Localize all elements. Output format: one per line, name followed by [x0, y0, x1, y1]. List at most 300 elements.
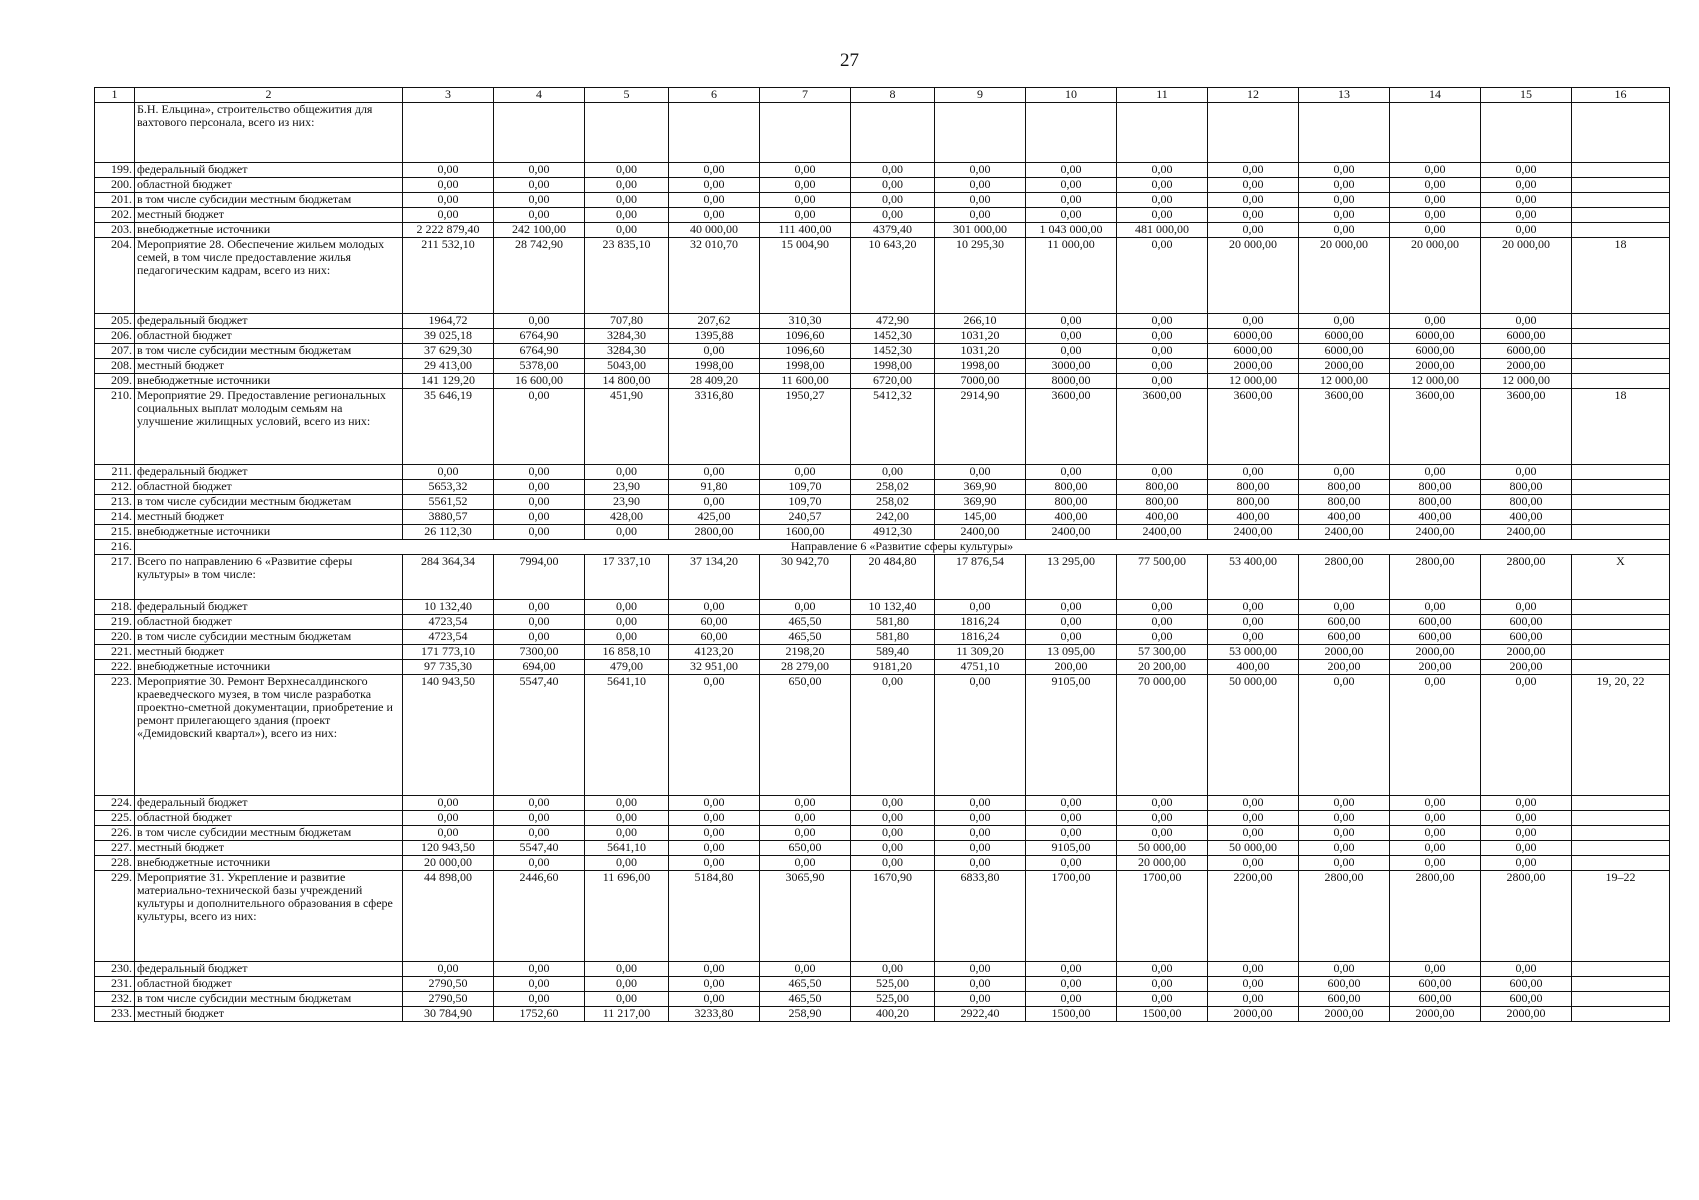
- value-cell: 0,00: [494, 615, 585, 630]
- value-cell: 2922,40: [935, 1007, 1026, 1022]
- value-cell: 600,00: [1390, 992, 1481, 1007]
- value-cell: 800,00: [1299, 480, 1390, 495]
- value-cell: 0,00: [1026, 962, 1117, 977]
- target-indicator-ref: [1572, 1007, 1670, 1022]
- value-cell: 600,00: [1481, 977, 1572, 992]
- value-cell: 0,00: [1208, 600, 1299, 615]
- value-cell: 2000,00: [1299, 1007, 1390, 1022]
- value-cell: 2400,00: [1208, 525, 1299, 540]
- value-cell: 0,00: [1481, 314, 1572, 329]
- value-cell: 120 943,50: [403, 841, 494, 856]
- value-cell: 400,00: [1481, 510, 1572, 525]
- column-header-5: 5: [585, 88, 669, 103]
- value-cell: 5043,00: [585, 359, 669, 374]
- value-cell: 0,00: [1117, 238, 1208, 314]
- value-cell: 0,00: [1481, 223, 1572, 238]
- value-cell: 0,00: [669, 977, 760, 992]
- value-cell: 2000,00: [1299, 359, 1390, 374]
- target-indicator-ref: [1572, 796, 1670, 811]
- value-cell: 0,00: [1026, 178, 1117, 193]
- value-cell: 9181,20: [851, 660, 935, 675]
- row-name: федеральный бюджет: [135, 314, 403, 329]
- value-cell: 0,00: [1208, 826, 1299, 841]
- value-cell: 0,00: [494, 178, 585, 193]
- row-number: 212.: [95, 480, 135, 495]
- value-cell: 0,00: [494, 630, 585, 645]
- target-indicator-ref: [1572, 525, 1670, 540]
- value-cell: 0,00: [1299, 826, 1390, 841]
- value-cell: 2800,00: [1299, 871, 1390, 962]
- value-cell: 4723,54: [403, 615, 494, 630]
- value-cell: 258,02: [851, 480, 935, 495]
- value-cell: 0,00: [403, 811, 494, 826]
- value-cell: 211 532,10: [403, 238, 494, 314]
- value-cell: 0,00: [1390, 826, 1481, 841]
- value-cell: 0,00: [1208, 962, 1299, 977]
- target-indicator-ref: [1572, 480, 1670, 495]
- column-header-16: 16: [1572, 88, 1670, 103]
- value-cell: 310,30: [760, 314, 851, 329]
- value-cell: 15 004,90: [760, 238, 851, 314]
- value-cell: 2800,00: [1481, 555, 1572, 600]
- value-cell: 0,00: [494, 525, 585, 540]
- value-cell: 2000,00: [1299, 645, 1390, 660]
- row-number: 205.: [95, 314, 135, 329]
- row-number: 199.: [95, 163, 135, 178]
- value-cell: 600,00: [1299, 615, 1390, 630]
- value-cell: 2000,00: [1481, 645, 1572, 660]
- value-cell: 600,00: [1299, 992, 1390, 1007]
- target-indicator-ref: [1572, 374, 1670, 389]
- value-cell: 0,00: [1299, 178, 1390, 193]
- value-cell: 14 800,00: [585, 374, 669, 389]
- target-indicator-ref: [1572, 208, 1670, 223]
- target-indicator-ref: [1572, 615, 1670, 630]
- row-name: федеральный бюджет: [135, 465, 403, 480]
- row-number: 216.: [95, 540, 135, 555]
- value-cell: [760, 103, 851, 163]
- value-cell: 0,00: [494, 193, 585, 208]
- value-cell: 0,00: [1299, 811, 1390, 826]
- value-cell: 0,00: [669, 675, 760, 796]
- value-cell: 44 898,00: [403, 871, 494, 962]
- value-cell: 3600,00: [1390, 389, 1481, 465]
- column-header-4: 4: [494, 88, 585, 103]
- value-cell: 2400,00: [1026, 525, 1117, 540]
- row-number: 206.: [95, 329, 135, 344]
- target-indicator-ref: [1572, 178, 1670, 193]
- value-cell: 0,00: [494, 314, 585, 329]
- row-number: 227.: [95, 841, 135, 856]
- row-name: местный бюджет: [135, 510, 403, 525]
- value-cell: 57 300,00: [1117, 645, 1208, 660]
- value-cell: 0,00: [851, 826, 935, 841]
- value-cell: 0,00: [760, 163, 851, 178]
- value-cell: 20 484,80: [851, 555, 935, 600]
- value-cell: 0,00: [1117, 600, 1208, 615]
- value-cell: [1299, 103, 1390, 163]
- value-cell: 3233,80: [669, 1007, 760, 1022]
- target-indicator-ref: [1572, 329, 1670, 344]
- value-cell: 0,00: [1481, 600, 1572, 615]
- value-cell: 600,00: [1481, 615, 1572, 630]
- row-name: в том числе субсидии местным бюджетам: [135, 630, 403, 645]
- target-indicator-ref: [1572, 465, 1670, 480]
- value-cell: 37 134,20: [669, 555, 760, 600]
- value-cell: 0,00: [585, 992, 669, 1007]
- value-cell: 140 943,50: [403, 675, 494, 796]
- value-cell: 800,00: [1117, 495, 1208, 510]
- value-cell: 472,90: [851, 314, 935, 329]
- value-cell: 0,00: [1299, 314, 1390, 329]
- target-indicator-ref: 18: [1572, 238, 1670, 314]
- row-number: 225.: [95, 811, 135, 826]
- value-cell: 0,00: [1481, 465, 1572, 480]
- value-cell: 11 309,20: [935, 645, 1026, 660]
- value-cell: 0,00: [1481, 675, 1572, 796]
- target-indicator-ref: [1572, 103, 1670, 163]
- value-cell: 0,00: [585, 826, 669, 841]
- value-cell: 0,00: [1208, 314, 1299, 329]
- value-cell: [669, 103, 760, 163]
- value-cell: 0,00: [669, 465, 760, 480]
- value-cell: 0,00: [585, 223, 669, 238]
- value-cell: [1117, 103, 1208, 163]
- value-cell: 30 784,90: [403, 1007, 494, 1022]
- row-name: местный бюджет: [135, 645, 403, 660]
- value-cell: 0,00: [1117, 193, 1208, 208]
- value-cell: 1998,00: [669, 359, 760, 374]
- value-cell: [403, 103, 494, 163]
- value-cell: 4379,40: [851, 223, 935, 238]
- target-indicator-ref: X: [1572, 555, 1670, 600]
- value-cell: 0,00: [494, 796, 585, 811]
- value-cell: 0,00: [585, 615, 669, 630]
- value-cell: 465,50: [760, 630, 851, 645]
- value-cell: 0,00: [760, 811, 851, 826]
- value-cell: 5412,32: [851, 389, 935, 465]
- value-cell: 0,00: [1026, 615, 1117, 630]
- value-cell: 2000,00: [1208, 1007, 1299, 1022]
- value-cell: 0,00: [1026, 329, 1117, 344]
- row-number: 222.: [95, 660, 135, 675]
- value-cell: 1 043 000,00: [1026, 223, 1117, 238]
- value-cell: 109,70: [760, 495, 851, 510]
- value-cell: [1208, 103, 1299, 163]
- table-row: [95, 796, 1670, 811]
- target-indicator-ref: [1572, 856, 1670, 871]
- value-cell: 0,00: [1026, 208, 1117, 223]
- budget-table: [94, 87, 1670, 1022]
- value-cell: 0,00: [760, 856, 851, 871]
- value-cell: 0,00: [1208, 630, 1299, 645]
- value-cell: 0,00: [669, 856, 760, 871]
- value-cell: 525,00: [851, 977, 935, 992]
- value-cell: 1816,24: [935, 615, 1026, 630]
- value-cell: 1452,30: [851, 344, 935, 359]
- value-cell: 650,00: [760, 841, 851, 856]
- value-cell: 0,00: [851, 178, 935, 193]
- row-number: 209.: [95, 374, 135, 389]
- value-cell: 20 000,00: [403, 856, 494, 871]
- value-cell: 0,00: [1390, 856, 1481, 871]
- table-row: [95, 555, 1670, 600]
- value-cell: 0,00: [494, 495, 585, 510]
- target-indicator-ref: [1572, 314, 1670, 329]
- value-cell: 26 112,30: [403, 525, 494, 540]
- value-cell: 0,00: [1481, 856, 1572, 871]
- table-row: [95, 465, 1670, 480]
- value-cell: 10 295,30: [935, 238, 1026, 314]
- value-cell: 60,00: [669, 630, 760, 645]
- value-cell: 581,80: [851, 630, 935, 645]
- value-cell: 1500,00: [1026, 1007, 1117, 1022]
- value-cell: 11 696,00: [585, 871, 669, 962]
- value-cell: 16 600,00: [494, 374, 585, 389]
- column-header-7: 7: [760, 88, 851, 103]
- value-cell: [585, 103, 669, 163]
- target-indicator-ref: [1572, 193, 1670, 208]
- value-cell: 2400,00: [1390, 525, 1481, 540]
- value-cell: 2000,00: [1390, 645, 1481, 660]
- value-cell: 0,00: [1481, 193, 1572, 208]
- value-cell: 2790,50: [403, 992, 494, 1007]
- table-row: [95, 600, 1670, 615]
- value-cell: 5547,40: [494, 675, 585, 796]
- table-row: [95, 660, 1670, 675]
- value-cell: 0,00: [1117, 796, 1208, 811]
- value-cell: 0,00: [851, 465, 935, 480]
- value-cell: 0,00: [1117, 811, 1208, 826]
- value-cell: 6833,80: [935, 871, 1026, 962]
- value-cell: 0,00: [1390, 811, 1481, 826]
- value-cell: 0,00: [1390, 600, 1481, 615]
- row-number: 228.: [95, 856, 135, 871]
- row-name: Б.Н. Ельцина», строительство общежития для вахтового персонала, всего из них:: [135, 103, 403, 163]
- value-cell: 1752,60: [494, 1007, 585, 1022]
- value-cell: 600,00: [1481, 630, 1572, 645]
- value-cell: 0,00: [1390, 163, 1481, 178]
- value-cell: 0,00: [1481, 208, 1572, 223]
- row-number: 219.: [95, 615, 135, 630]
- value-cell: 800,00: [1390, 480, 1481, 495]
- value-cell: [1026, 103, 1117, 163]
- value-cell: 0,00: [1481, 826, 1572, 841]
- value-cell: 32 010,70: [669, 238, 760, 314]
- value-cell: 0,00: [1117, 977, 1208, 992]
- value-cell: 0,00: [1208, 163, 1299, 178]
- row-name: в том числе субсидии местным бюджетам: [135, 495, 403, 510]
- column-header-11: 11: [1117, 88, 1208, 103]
- value-cell: 6000,00: [1481, 329, 1572, 344]
- row-number: 220.: [95, 630, 135, 645]
- value-cell: 0,00: [935, 977, 1026, 992]
- row-number: 218.: [95, 600, 135, 615]
- value-cell: 0,00: [1208, 178, 1299, 193]
- value-cell: 0,00: [1117, 208, 1208, 223]
- value-cell: 0,00: [1117, 329, 1208, 344]
- value-cell: 0,00: [1117, 178, 1208, 193]
- column-header-row: [95, 88, 1670, 103]
- value-cell: 10 132,40: [851, 600, 935, 615]
- value-cell: 10 132,40: [403, 600, 494, 615]
- value-cell: 0,00: [851, 841, 935, 856]
- value-cell: 2790,50: [403, 977, 494, 992]
- value-cell: 600,00: [1390, 630, 1481, 645]
- value-cell: 0,00: [935, 675, 1026, 796]
- value-cell: 600,00: [1299, 977, 1390, 992]
- value-cell: 0,00: [1026, 992, 1117, 1007]
- value-cell: 0,00: [1299, 193, 1390, 208]
- value-cell: 6000,00: [1481, 344, 1572, 359]
- target-indicator-ref: [1572, 841, 1670, 856]
- table-row: [95, 826, 1670, 841]
- value-cell: 5378,00: [494, 359, 585, 374]
- value-cell: 0,00: [851, 796, 935, 811]
- value-cell: 50 000,00: [1208, 675, 1299, 796]
- target-indicator-ref: [1572, 992, 1670, 1007]
- value-cell: 0,00: [585, 796, 669, 811]
- value-cell: 0,00: [669, 841, 760, 856]
- row-number: 208.: [95, 359, 135, 374]
- value-cell: 0,00: [669, 163, 760, 178]
- value-cell: 0,00: [1481, 796, 1572, 811]
- value-cell: 77 500,00: [1117, 555, 1208, 600]
- value-cell: 53 400,00: [1208, 555, 1299, 600]
- table-row: [95, 374, 1670, 389]
- target-indicator-ref: [1572, 660, 1670, 675]
- value-cell: 242,00: [851, 510, 935, 525]
- value-cell: 28 279,00: [760, 660, 851, 675]
- target-indicator-ref: [1572, 811, 1670, 826]
- column-header-1: 1: [95, 88, 135, 103]
- row-number: 223.: [95, 675, 135, 796]
- target-indicator-ref: [1572, 510, 1670, 525]
- value-cell: 6764,90: [494, 344, 585, 359]
- value-cell: 2200,00: [1208, 871, 1299, 962]
- value-cell: 145,00: [935, 510, 1026, 525]
- value-cell: 109,70: [760, 480, 851, 495]
- value-cell: 0,00: [1299, 465, 1390, 480]
- value-cell: 2800,00: [1481, 871, 1572, 962]
- value-cell: 0,00: [1299, 796, 1390, 811]
- value-cell: 2000,00: [1481, 359, 1572, 374]
- value-cell: 4123,20: [669, 645, 760, 660]
- value-cell: 3600,00: [1026, 389, 1117, 465]
- column-header-12: 12: [1208, 88, 1299, 103]
- value-cell: 8000,00: [1026, 374, 1117, 389]
- value-cell: 0,00: [760, 962, 851, 977]
- value-cell: 0,00: [1208, 856, 1299, 871]
- value-cell: 2800,00: [669, 525, 760, 540]
- value-cell: 28 742,90: [494, 238, 585, 314]
- value-cell: 301 000,00: [935, 223, 1026, 238]
- value-cell: 465,50: [760, 977, 851, 992]
- value-cell: 12 000,00: [1390, 374, 1481, 389]
- value-cell: 1964,72: [403, 314, 494, 329]
- value-cell: 6000,00: [1390, 329, 1481, 344]
- value-cell: 0,00: [494, 992, 585, 1007]
- table-row: [95, 510, 1670, 525]
- value-cell: 0,00: [669, 962, 760, 977]
- value-cell: 400,20: [851, 1007, 935, 1022]
- value-cell: 0,00: [669, 178, 760, 193]
- target-indicator-ref: [1572, 600, 1670, 615]
- value-cell: 2914,90: [935, 389, 1026, 465]
- column-header-10: 10: [1026, 88, 1117, 103]
- value-cell: 53 000,00: [1208, 645, 1299, 660]
- value-cell: 0,00: [1481, 163, 1572, 178]
- row-name: в том числе субсидии местным бюджетам: [135, 826, 403, 841]
- target-indicator-ref: 19–22: [1572, 871, 1670, 962]
- value-cell: 0,00: [760, 600, 851, 615]
- value-cell: 284 364,34: [403, 555, 494, 600]
- value-cell: 0,00: [851, 675, 935, 796]
- value-cell: 1500,00: [1117, 1007, 1208, 1022]
- value-cell: 800,00: [1390, 495, 1481, 510]
- value-cell: 0,00: [760, 465, 851, 480]
- value-cell: 369,90: [935, 480, 1026, 495]
- row-name: областной бюджет: [135, 178, 403, 193]
- value-cell: 37 629,30: [403, 344, 494, 359]
- value-cell: 0,00: [1390, 675, 1481, 796]
- value-cell: 6764,90: [494, 329, 585, 344]
- value-cell: 13 095,00: [1026, 645, 1117, 660]
- value-cell: 0,00: [935, 178, 1026, 193]
- value-cell: 0,00: [494, 811, 585, 826]
- value-cell: 0,00: [1117, 344, 1208, 359]
- value-cell: 200,00: [1026, 660, 1117, 675]
- value-cell: 23,90: [585, 495, 669, 510]
- target-indicator-ref: [1572, 630, 1670, 645]
- table-row: [95, 223, 1670, 238]
- value-cell: 0,00: [935, 992, 1026, 1007]
- value-cell: 400,00: [1390, 510, 1481, 525]
- table-row: [95, 977, 1670, 992]
- value-cell: 2400,00: [1117, 525, 1208, 540]
- value-cell: 0,00: [935, 163, 1026, 178]
- target-indicator-ref: [1572, 344, 1670, 359]
- value-cell: 2400,00: [1481, 525, 1572, 540]
- row-name: Мероприятие 28. Обеспечение жильем молодых семей, в том числе предоставление жилья педагогическим кадрам, всего из них:: [135, 238, 403, 314]
- value-cell: 13 295,00: [1026, 555, 1117, 600]
- value-cell: 11 217,00: [585, 1007, 669, 1022]
- value-cell: 0,00: [1390, 962, 1481, 977]
- value-cell: 589,40: [851, 645, 935, 660]
- value-cell: 600,00: [1299, 630, 1390, 645]
- value-cell: 2400,00: [935, 525, 1026, 540]
- value-cell: 0,00: [935, 962, 1026, 977]
- value-cell: 800,00: [1481, 495, 1572, 510]
- value-cell: 0,00: [1117, 826, 1208, 841]
- value-cell: 0,00: [669, 208, 760, 223]
- table-row: [95, 540, 1670, 555]
- value-cell: 5547,40: [494, 841, 585, 856]
- value-cell: 0,00: [494, 465, 585, 480]
- table-row: [95, 615, 1670, 630]
- value-cell: 3880,57: [403, 510, 494, 525]
- value-cell: 50 000,00: [1208, 841, 1299, 856]
- row-number: 211.: [95, 465, 135, 480]
- target-indicator-ref: [1572, 826, 1670, 841]
- row-name: федеральный бюджет: [135, 796, 403, 811]
- value-cell: 9105,00: [1026, 675, 1117, 796]
- value-cell: 0,00: [669, 193, 760, 208]
- value-cell: 581,80: [851, 615, 935, 630]
- value-cell: 20 200,00: [1117, 660, 1208, 675]
- value-cell: 20 000,00: [1299, 238, 1390, 314]
- target-indicator-ref: 18: [1572, 389, 1670, 465]
